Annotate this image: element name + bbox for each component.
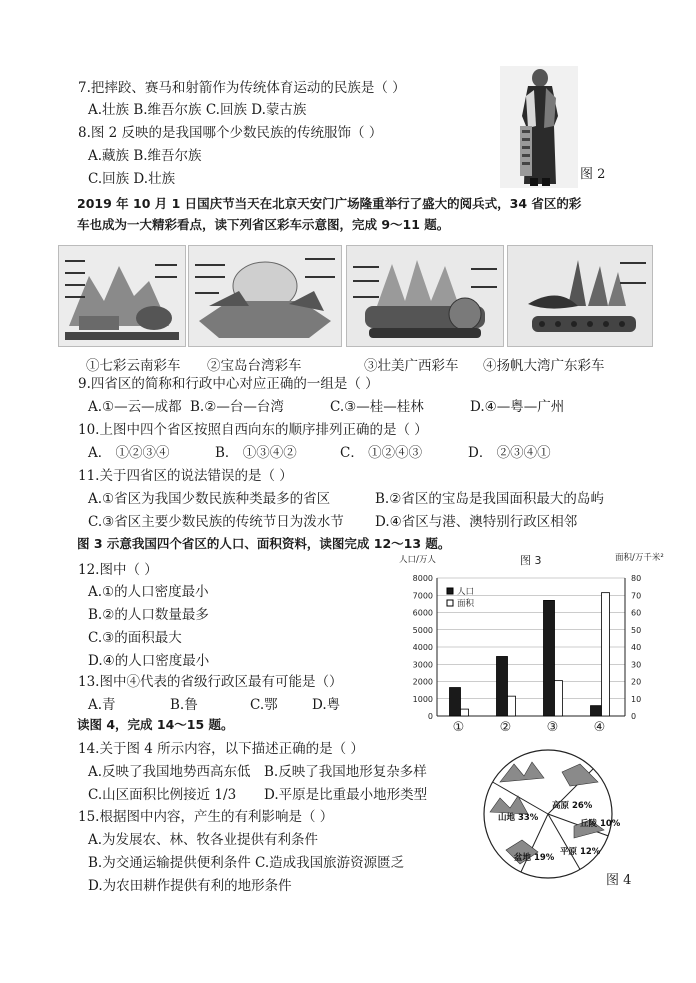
chart-left-tick-label: 8000 [412,574,433,583]
chart-legend-swatch-population [447,588,453,594]
q12-option-b: B.②的人口数量最多 [88,607,209,623]
chart-category-label: ③ [546,720,559,735]
chart-left-tick-label: 3000 [412,660,433,670]
pie-label-2: 平原 12% [560,847,601,857]
chart-bar-area [508,696,516,716]
q12-option-c: C.③的面积最大 [88,630,182,646]
q12-stem: 12.图中（ ） [78,562,158,578]
q13-option-a: A.青 [88,697,116,713]
chart-category-label: ② [499,720,512,735]
q8-stem: 8.图 2 反映的是我国哪个少数民族的传统服饰（ ） [78,125,383,141]
q15-option-bc: B.为交通运输提供便利条件 C.造成我国旅游资源匮乏 [88,855,405,871]
float-image-yunnan [58,245,186,347]
figure-2-label: 图 2 [580,167,606,182]
q14-option-b: B.反映了我国地形复杂多样 [264,764,427,780]
float-caption-2: ②宝岛台湾彩车 [207,358,302,374]
q14-option-c: C.山区面积比例接近 1/3 [88,787,237,803]
q8-options-cd: C.回族 D.壮族 [88,171,176,187]
chart-right-tick-label: 30 [631,660,642,670]
chart-legend-label-area: 面积 [457,599,475,609]
chart-legend-label-population: 人口 [457,587,475,597]
chart-right-tick-label: 80 [631,574,642,583]
intro-14-15: 读图 4，完成 14～15 题。 [77,717,234,732]
figure-4-label: 图 4 [606,873,632,888]
q10-option-c: C． ①②④③ [340,445,423,461]
intro-12-13: 图 3 示意我国四个省区的人口、面积资料，读图完成 12～13 题。 [77,536,451,551]
q15-stem: 15.根据图中内容，产生的有利影响是（ ） [78,809,334,825]
chart-left-tick-label: 2000 [412,677,433,687]
q7-stem: 7.把摔跤、赛马和射箭作为传统体育运动的民族是（ ） [78,80,406,96]
q9-option-c: C.③—桂—桂林 [330,399,424,415]
float-image-guangdong [507,245,653,347]
chart-bar-population [450,688,461,716]
chart-title: 图 3 [520,554,542,567]
q12-option-a: A.①的人口密度最小 [88,584,209,600]
float-image-taiwan [188,245,342,347]
float-image-guangxi [346,245,504,347]
chart-left-tick-label: 7000 [412,591,433,601]
chart-right-axis-title: 面积/万千米² [615,553,664,563]
chart-bar-population [544,600,555,716]
q13-option-c: C.鄂 [250,697,278,713]
chart-left-tick-label: 4000 [412,643,433,652]
q7-options: A.壮族 B.维吾尔族 C.回族 D.蒙古族 [88,102,307,118]
figure-2-photo [500,66,578,188]
q11-stem: 11.关于四省区的说法错误的是（ ） [78,468,293,484]
q15-option-d: D.为农田耕作提供有利的地形条件 [88,878,292,894]
chart-left-tick-label: 0 [427,712,433,721]
q9-option-b: B.②—台—台湾 [190,399,284,415]
chart-right-tick-label: 20 [631,677,642,687]
pie-label-4: 山地 33% [498,813,539,823]
chart-bar-population [591,706,602,716]
q11-option-d: D.④省区与港、澳特别行政区相邻 [375,514,578,530]
chart-bar-area [461,709,469,716]
intro-9-11-line2: 车也成为一大精彩看点，读下列省区彩车示意图，完成 9～11 题。 [77,217,450,232]
q10-option-a: A． ①②③④ [88,445,170,461]
q13-stem: 13.图中④代表的省级行政区最有可能是（） [78,674,343,690]
q10-stem: 10.上图中四个省区按照自西向东的顺序排列正确的是（ ） [78,422,428,438]
chart-left-tick-label: 6000 [412,608,433,618]
chart-right-tick-label: 0 [631,712,637,721]
chart-category-label: ④ [593,720,606,735]
figure-3-chart [395,548,675,738]
q9-option-d: D.④—粤—广州 [470,399,565,415]
q11-option-a: A.①省区为我国少数民族种类最多的省区 [88,491,331,507]
float-caption-3: ③壮美广西彩车 [364,358,459,374]
q9-stem: 9.四省区的简称和行政中心对应正确的一组是（ ） [78,376,379,392]
chart-category-label: ① [452,720,465,735]
q13-option-b: B.鲁 [170,697,198,713]
chart-legend-swatch-area [447,600,453,606]
q14-stem: 14.关于图 4 所示内容，以下描述正确的是（ ） [78,741,364,757]
q9-option-a: A.①—云—成都 [88,399,182,415]
pie-label-3: 盆地 19% [514,853,555,863]
chart-bar-area [602,593,610,716]
chart-right-tick-label: 50 [631,625,642,635]
chart-right-tick-label: 60 [631,608,642,618]
chart-left-axis-title: 人口/万人 [399,555,436,565]
q10-option-d: D． ②③④① [468,445,551,461]
chart-bar-population [497,656,508,716]
chart-bar-area [555,681,563,716]
q8-options-ab: A.藏族 B.维吾尔族 [88,148,202,164]
q13-option-d: D.粤 [312,697,341,713]
float-caption-1: ①七彩云南彩车 [86,358,181,374]
pie-label-1: 丘陵 10% [580,819,621,829]
q12-option-d: D.④的人口密度最小 [88,653,210,669]
pie-label-0: 高原 26% [552,801,593,811]
chart-right-tick-label: 10 [631,694,642,704]
q15-option-a: A.为发展农、林、牧各业提供有利条件 [88,832,319,848]
chart-right-tick-label: 40 [631,643,642,652]
chart-left-tick-label: 1000 [412,694,433,704]
q10-option-b: B． ①③④② [215,445,297,461]
chart-left-tick-label: 5000 [412,625,433,635]
chart-right-tick-label: 70 [631,591,642,601]
q14-option-d: D.平原是比重最小地形类型 [264,787,428,803]
q11-option-b: B.②省区的宝岛是我国面积最大的岛屿 [375,491,604,507]
q11-option-c: C.③省区主要少数民族的传统节日为泼水节 [88,514,344,530]
intro-9-11-line1: 2019 年 10 月 1 日国庆节当天在北京天安门广场隆重举行了盛大的阅兵式，34 省区的彩 [77,196,582,211]
float-caption-4: ④扬帆大湾广东彩车 [483,358,605,374]
q14-option-a: A.反映了我国地势西高东低 [88,764,251,780]
